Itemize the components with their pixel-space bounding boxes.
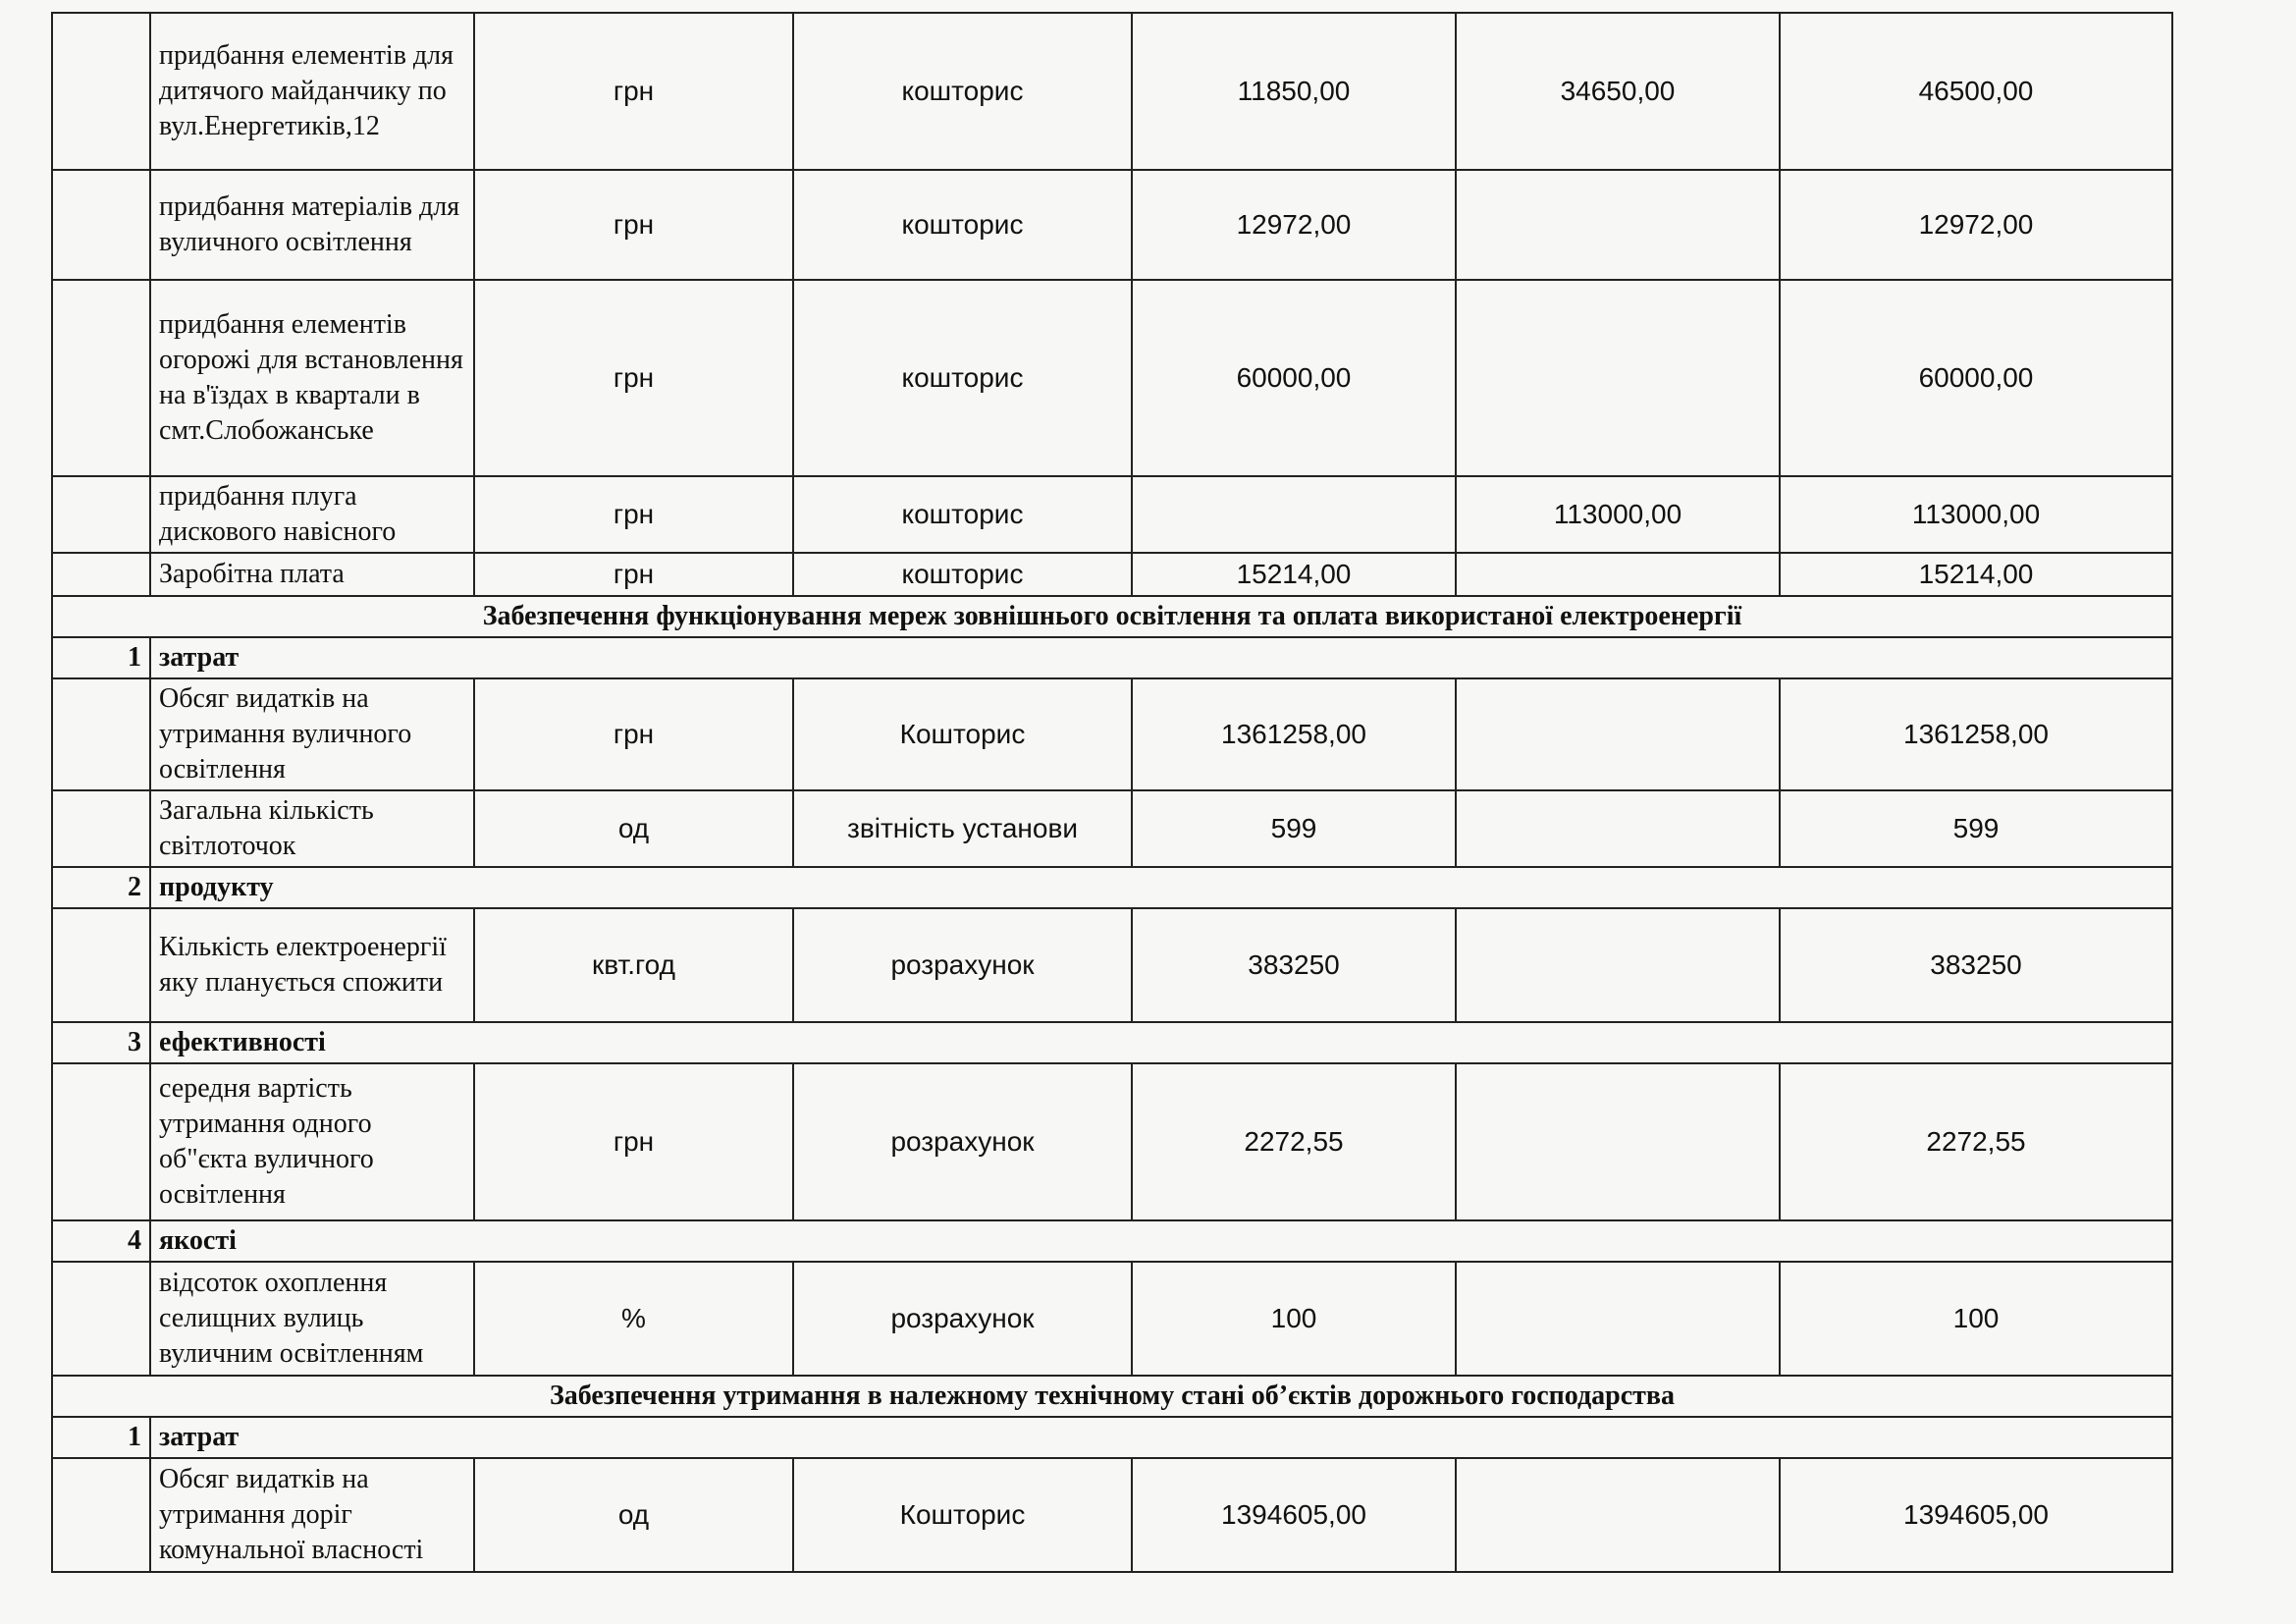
group-label: якості [150,1220,2172,1262]
unit-cell: квт.год [474,908,793,1022]
row-number [52,13,150,170]
row-number [52,678,150,790]
value-general-fund: 11850,00 [1132,13,1456,170]
row-number [52,170,150,280]
value-total: 1361258,00 [1780,678,2172,790]
value-total: 599 [1780,790,2172,867]
unit-cell: од [474,790,793,867]
indicator-name: Загальна кількість світлоточок [150,790,474,867]
row-number [52,1063,150,1220]
source-cell: кошторис [793,553,1132,596]
indicator-name: Кількість електроенергії яку планується спожити [150,908,474,1022]
group-number: 1 [52,637,150,678]
value-total: 100 [1780,1262,2172,1376]
indicator-name: середня вартість утримання одного об"єкта вуличного освітлення [150,1063,474,1220]
source-cell: розрахунок [793,1063,1132,1220]
source-cell: розрахунок [793,1262,1132,1376]
value-total: 383250 [1780,908,2172,1022]
indicators-table [51,12,2173,1573]
table-body [52,13,2172,1572]
table-row [52,280,2172,476]
source-cell: звітність установи [793,790,1132,867]
section-row [52,1376,2172,1417]
source-cell: кошторис [793,476,1132,553]
value-general-fund: 2272,55 [1132,1063,1456,1220]
group-label: затрат [150,1417,2172,1458]
value-general-fund: 383250 [1132,908,1456,1022]
unit-cell: грн [474,170,793,280]
value-special-fund [1456,790,1780,867]
indicator-name: придбання матеріалів для вуличного освітлення [150,170,474,280]
value-total: 113000,00 [1780,476,2172,553]
group-row [52,637,2172,678]
value-total: 2272,55 [1780,1063,2172,1220]
group-number: 2 [52,867,150,908]
table-row [52,553,2172,596]
source-cell: розрахунок [793,908,1132,1022]
value-special-fund [1456,1458,1780,1572]
unit-cell: грн [474,553,793,596]
value-general-fund: 1361258,00 [1132,678,1456,790]
indicator-name: Обсяг видатків на утримання вуличного освітлення [150,678,474,790]
group-number: 1 [52,1417,150,1458]
unit-cell: % [474,1262,793,1376]
source-cell: кошторис [793,280,1132,476]
unit-cell: грн [474,476,793,553]
table-row [52,908,2172,1022]
value-general-fund: 12972,00 [1132,170,1456,280]
value-general-fund: 100 [1132,1262,1456,1376]
value-total: 60000,00 [1780,280,2172,476]
value-total: 12972,00 [1780,170,2172,280]
group-label: затрат [150,637,2172,678]
group-row [52,1220,2172,1262]
value-special-fund [1456,170,1780,280]
group-row [52,1022,2172,1063]
indicator-name: придбання плуга дискового навісного [150,476,474,553]
group-number: 4 [52,1220,150,1262]
table-row [52,170,2172,280]
source-cell: кошторис [793,170,1132,280]
row-number [52,476,150,553]
section-title: Забезпечення функціонування мереж зовнішнього освітлення та оплата використаної електроенергії [52,596,2172,637]
value-special-fund [1456,678,1780,790]
table-row [52,13,2172,170]
value-special-fund [1456,1063,1780,1220]
value-total: 1394605,00 [1780,1458,2172,1572]
value-special-fund: 34650,00 [1456,13,1780,170]
row-number [52,790,150,867]
unit-cell: грн [474,280,793,476]
row-number [52,553,150,596]
table-row [52,1262,2172,1376]
value-general-fund [1132,476,1456,553]
value-special-fund: 113000,00 [1456,476,1780,553]
value-special-fund [1456,280,1780,476]
group-row [52,1417,2172,1458]
indicator-name: придбання елементів огорожі для встановлення на в'їздах в квартали в смт.Слобожанське [150,280,474,476]
group-row [52,867,2172,908]
value-general-fund: 599 [1132,790,1456,867]
source-cell: кошторис [793,13,1132,170]
section-title: Забезпечення утримання в належному технічному стані об’єктів дорожнього господарства [52,1376,2172,1417]
table-row [52,678,2172,790]
group-label: ефективності [150,1022,2172,1063]
row-number [52,1458,150,1572]
group-number: 3 [52,1022,150,1063]
table-row [52,476,2172,553]
table-row [52,1063,2172,1220]
unit-cell: грн [474,1063,793,1220]
indicator-name: Заробітна плата [150,553,474,596]
value-special-fund [1456,553,1780,596]
indicator-name: Обсяг видатків на утримання доріг комунальної власності [150,1458,474,1572]
source-cell: Кошторис [793,678,1132,790]
table-row [52,1458,2172,1572]
value-special-fund [1456,1262,1780,1376]
group-label: продукту [150,867,2172,908]
value-total: 15214,00 [1780,553,2172,596]
row-number [52,280,150,476]
unit-cell: грн [474,13,793,170]
unit-cell: од [474,1458,793,1572]
source-cell: Кошторис [793,1458,1132,1572]
unit-cell: грн [474,678,793,790]
value-total: 46500,00 [1780,13,2172,170]
value-general-fund: 60000,00 [1132,280,1456,476]
value-general-fund: 1394605,00 [1132,1458,1456,1572]
value-special-fund [1456,908,1780,1022]
indicator-name: відсоток охоплення селищних вулиць вуличним освітленням [150,1262,474,1376]
row-number [52,908,150,1022]
row-number [52,1262,150,1376]
value-general-fund: 15214,00 [1132,553,1456,596]
indicator-name: придбання елементів для дитячого майданчику по вул.Енергетиків,12 [150,13,474,170]
table-row [52,790,2172,867]
section-row [52,596,2172,637]
